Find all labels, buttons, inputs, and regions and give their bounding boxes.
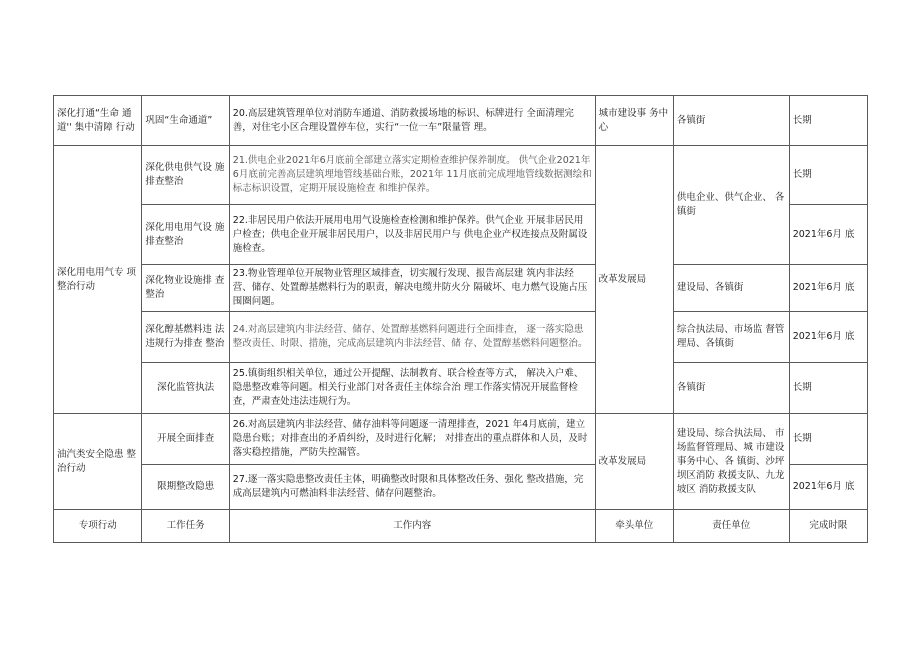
task-supervision: 深化监管执法	[142, 363, 229, 414]
responsible-unit: 各镇街	[673, 96, 789, 146]
lead-unit: 城市建设事 务中心	[595, 96, 673, 146]
task-supply-facilities: 深化供电供气设 施排查整治	[142, 146, 229, 205]
content-item-22: 22.非居民用户依法开展用电用气设施检查检测和维护保养。供气企业 开展非居民用户检查；供电企业开展非居民用户，以及非居民用户与 供电企业产权连接点及附属设施检查。	[229, 205, 595, 265]
content-item-20: 20.高层建筑管理单位对消防车通道、消防救援场地的标识、标牌进行 全面清理完善，对住宅小区合理设置停车位，实行“一位一车”限量管 理。	[229, 96, 595, 146]
action-fuel-oil: 油汽类安全隐患 整治行动	[54, 414, 142, 510]
table-row	[54, 363, 868, 414]
table-row	[54, 146, 868, 205]
responsible-unit: 建设局、综合执法局、 市场监督管理局、城 市建设事务中心、各 镇街、沙坪坝区消防 救援支队、九龙坡区 消防救援支队	[673, 414, 789, 510]
deadline: 长期	[789, 96, 867, 146]
header-responsible: 责任单位	[673, 510, 789, 543]
task-full-inspection: 开展全面排查	[142, 414, 229, 465]
table-row	[54, 265, 868, 312]
task-usage-facilities: 深化用电用气设 施排查整治	[142, 205, 229, 265]
header-content: 工作内容	[229, 510, 595, 543]
table-header-row	[54, 510, 868, 543]
deadline: 长期	[789, 363, 867, 414]
action-life-channel: 深化打通“生命 通道'' 集中清障 行动	[54, 96, 142, 146]
task-property-facilities: 深化物业设施排 查整治	[142, 265, 229, 312]
header-lead: 牵头单位	[595, 510, 673, 543]
deadline: 2021年6月 底	[789, 465, 867, 510]
task-rectification: 限期整改隐患	[142, 465, 229, 510]
responsible-unit: 建设局、各镇街	[673, 265, 789, 312]
content-item-25: 25.镇街组织相关单位，通过公开提醒、法制教育、联合检查等方式， 解决入户难、隐患整改难等问题。相关行业部门对各责任主体综合治 理工作落实情况开展监督检查，严肃查处违法违规行为。	[229, 363, 595, 414]
task-consolidate-channel: 巩固“生命通道”	[142, 96, 229, 146]
responsible-unit: 供电企业、供气企业、 各镇街	[673, 146, 789, 265]
deadline: 长期	[789, 414, 867, 465]
action-power-gas: 深化用电用气专 项整治行动	[54, 146, 142, 414]
lead-unit: 改革发展局	[595, 414, 673, 510]
content-item-26: 26.对高层建筑内非法经营、储存油料等问题逐一清理排查，2021 年4月底前，建立隐患台账；对排查出的矛盾纠纷，及时进行化解； 对排查出的重点群体和人员，及时落实稳控措施，严防失控漏管。	[229, 414, 595, 465]
responsible-unit: 各镇街	[673, 363, 789, 414]
header-deadline: 完成时限	[789, 510, 867, 543]
content-item-23: 23.物业管理单位开展物业管理区域排查，切实履行发现、报告高层建 筑内非法经营、储存、处置醇基燃料行为的职责，解决电缆井防火分 隔破坏、电力燃气设施占压围圈问题。	[229, 265, 595, 312]
responsible-unit: 综合执法局、市场监 督管理局、各镇街	[673, 312, 789, 363]
table-row	[54, 96, 868, 146]
lead-unit: 改革发展局	[595, 146, 673, 414]
deadline: 2021年6月 底	[789, 265, 867, 312]
content-item-27: 27.逐一落实隐患整改责任主体，明确整改时限和具体整改任务、强化 整改措施，完成高层建筑内可燃油料非法经营、储存问题整治。	[229, 465, 595, 510]
header-task: 工作任务	[142, 510, 229, 543]
table-row	[54, 312, 868, 363]
task-alcohol-fuel: 深化醇基燃料违 法违规行为排查 整治	[142, 312, 229, 363]
table-row	[54, 414, 868, 465]
content-item-21: 21.供电企业2021年6月底前全部建立落实定期检查维护保养制度。 供气企业2021年6月底前完善高层建筑埋地管线基础台账，2021年 11月底前完成埋地管线数据测绘和标志标识设置，定期开展设施检查 和维护保养。	[229, 146, 595, 205]
deadline: 2021年6月 底	[789, 205, 867, 265]
deadline: 长期	[789, 146, 867, 205]
deadline: 2021年6月 底	[789, 312, 867, 363]
header-action: 专项行动	[54, 510, 142, 543]
content-item-24: 24.对高层建筑内非法经营、储存、处置醇基燃料问题进行全面排查， 逐一落实隐患整改责任、时限、措施，完成高层建筑内非法经营、储 存、处置醇基燃料问题整治。	[229, 312, 595, 363]
work-plan-table	[53, 95, 868, 543]
